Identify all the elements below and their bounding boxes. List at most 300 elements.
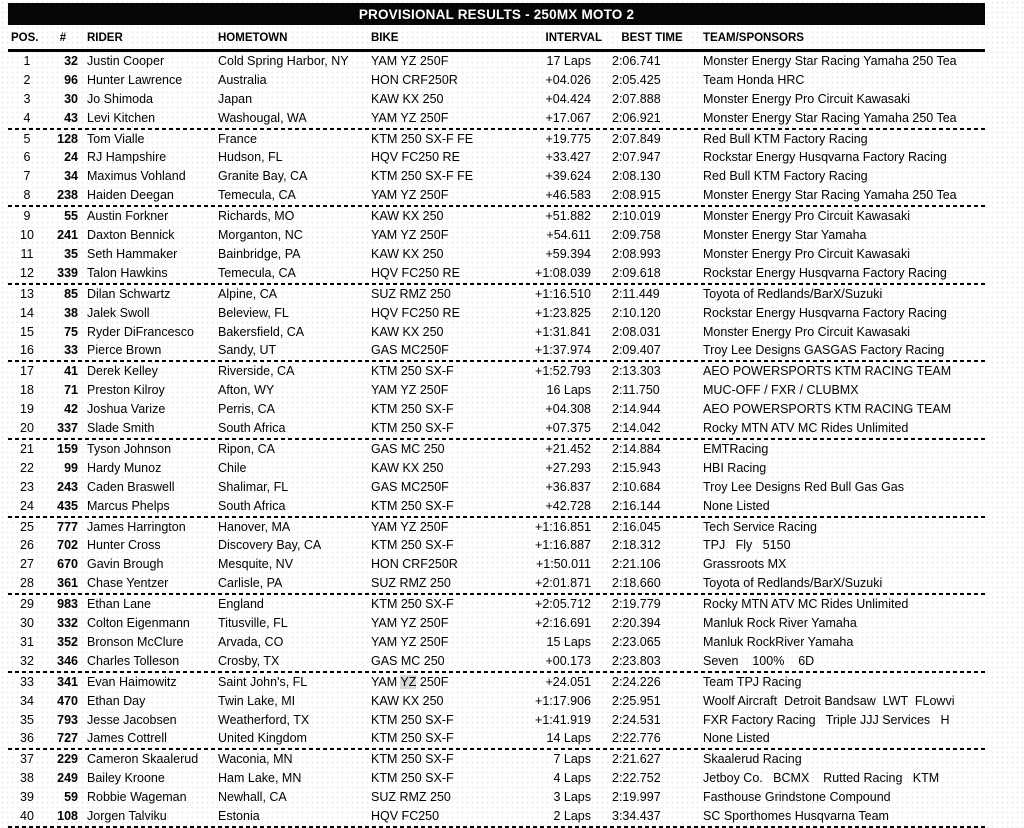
cell-best: 2:11.449 [612, 286, 660, 301]
cell-rider: Cameron Skaalerud [87, 752, 199, 767]
cell-rider: Maximus Vohland [87, 169, 186, 184]
cell-hometown: Newhall, CA [218, 790, 287, 805]
cell-num: 43 [64, 110, 78, 125]
cell-rider: Justin Cooper [87, 54, 165, 68]
table-row [8, 207, 985, 226]
cell-num: 983 [57, 597, 78, 612]
cell-best: 2:25.951 [612, 693, 661, 708]
cell-hometown: Mesquite, NV [218, 557, 294, 572]
cell-interval: +17.067 [545, 110, 591, 125]
cell-bike: KTM 250 SX-F [371, 364, 454, 379]
cell-team: Rocky MTN ATV MC Rides Unlimited [703, 597, 909, 612]
cell-hometown: Ham Lake, MN [218, 771, 302, 786]
cell-team: Rockstar Energy Husqvarna Factory Racing [703, 150, 947, 165]
cell-bike: HQV FC250 [371, 809, 440, 824]
cell-rider: Colton Eigenmann [87, 616, 190, 631]
cell-team: Jetboy Co. BCMX Rutted Racing KTM [703, 771, 940, 786]
cell-bike: HON CRF250R [371, 72, 458, 87]
cell-hometown: Hanover, MA [218, 519, 291, 534]
cell-num: 361 [57, 576, 78, 591]
cell-hometown: Saint John's, FL [218, 674, 308, 689]
table-row [8, 729, 985, 748]
cell-hometown: Waconia, MN [218, 752, 293, 767]
cell-hometown: Beleview, FL [218, 305, 289, 320]
results-table-body [8, 52, 985, 828]
cell-pos: 16 [20, 343, 34, 358]
page-title: PROVISIONAL RESULTS - 250MX MOTO 2 [358, 6, 635, 22]
cell-team: Team TPJ Racing [703, 674, 802, 689]
cell-best: 2:18.660 [612, 576, 661, 591]
cell-interval: +04.308 [545, 402, 591, 417]
cell-rider: Gavin Brough [87, 557, 164, 572]
cell-best: 3:34.437 [612, 809, 661, 824]
cell-interval: +04.424 [545, 91, 591, 106]
cell-best: 2:10.120 [612, 305, 661, 320]
cell-team: Monster Energy Pro Circuit Kawasaki [703, 324, 911, 339]
cell-best: 2:16.045 [612, 519, 661, 534]
cell-rider: Robbie Wageman [87, 790, 187, 805]
table-row [8, 304, 985, 323]
cell-best: 2:08.130 [612, 169, 661, 184]
table-row [8, 595, 985, 614]
cell-rider: Joshua Varize [87, 402, 166, 417]
cell-num: 346 [57, 653, 78, 668]
cell-pos: 3 [23, 91, 31, 106]
row-group [8, 285, 985, 363]
table-row [8, 71, 985, 90]
column-header-bike: BIKE [371, 32, 399, 44]
cell-hometown: United Kingdom [218, 731, 307, 746]
cell-best: 2:15.943 [612, 460, 661, 475]
column-header-pos: POS. [11, 32, 39, 44]
cell-team: MUC-OFF / FXR / CLUBMX [703, 383, 859, 398]
table-row [8, 400, 985, 419]
cell-bike: KTM 250 SX-F FE [371, 169, 474, 184]
table-row [8, 90, 985, 109]
cell-hometown: Alpine, CA [218, 286, 278, 301]
cell-interval: +59.394 [545, 246, 591, 261]
cell-bike: KAW KX 250 [371, 693, 444, 708]
cell-hometown: Cold Spring Harbor, NY [218, 54, 349, 68]
cell-team: Toyota of Redlands/BarX/Suzuki [703, 576, 883, 591]
cell-pos: 27 [20, 557, 34, 572]
row-group [8, 673, 985, 751]
cell-pos: 36 [20, 731, 34, 746]
cell-bike: SUZ RMZ 250 [371, 790, 451, 805]
cell-best: 2:07.888 [612, 91, 661, 106]
cell-rider: James Cottrell [87, 731, 167, 746]
cell-rider: Levi Kitchen [87, 110, 156, 125]
table-row [8, 440, 985, 459]
cell-bike: KTM 250 SX-F [371, 421, 454, 436]
cell-interval: +2:05.712 [535, 597, 591, 612]
cell-num: 34 [64, 169, 78, 184]
cell-bike: KAW KX 250 [371, 460, 444, 475]
cell-team: Manluk RockRiver Yamaha [703, 634, 854, 649]
cell-num: 229 [57, 752, 78, 767]
cell-bike: YAM YZ 250F [371, 188, 449, 203]
cell-pos: 8 [23, 188, 31, 203]
table-row [8, 52, 985, 71]
cell-pos: 28 [20, 576, 34, 591]
cell-team: Skaalerud Racing [703, 752, 802, 767]
cell-interval: +51.882 [545, 209, 591, 224]
cell-num: 108 [57, 809, 78, 824]
cell-hometown: Granite Bay, CA [218, 169, 308, 184]
cell-hometown: Ripon, CA [218, 441, 275, 456]
cell-team: Woolf Aircraft Detroit Bandsaw LWT FLowvi [703, 693, 955, 708]
cell-interval: +07.375 [545, 421, 591, 436]
cell-bike: SUZ RMZ 250 [371, 286, 451, 301]
cell-hometown: Hudson, FL [218, 150, 283, 165]
cell-bike: KAW KX 250 [371, 324, 444, 339]
cell-bike: YAM YZ 250F [371, 634, 449, 649]
cell-bike: KTM 250 SX-F [371, 731, 454, 746]
cell-team: HBI Racing [703, 460, 767, 475]
cell-bike: KTM 250 SX-F FE [371, 131, 474, 146]
cell-best: 2:09.618 [612, 265, 661, 280]
cell-num: 702 [57, 538, 78, 553]
cell-num: 352 [57, 634, 78, 649]
cell-pos: 21 [20, 441, 34, 456]
cell-num: 241 [57, 228, 78, 243]
cell-bike: KAW KX 250 [371, 209, 444, 224]
cell-team: Monster Energy Star Yamaha [703, 228, 867, 243]
cell-num: 341 [57, 674, 78, 689]
cell-team: Fasthouse Grindstone Compound [703, 790, 891, 805]
cell-pos: 4 [23, 110, 31, 125]
cell-num: 435 [57, 498, 78, 513]
cell-bike: YAM YZ 250F [371, 54, 449, 68]
cell-num: 777 [57, 519, 78, 534]
cell-interval: +24.051 [545, 674, 591, 689]
cell-hometown: Chile [218, 460, 247, 475]
row-group [8, 595, 985, 673]
cell-num: 243 [57, 479, 78, 494]
cell-hometown: Temecula, CA [218, 188, 296, 203]
cell-bike: KAW KX 250 [371, 91, 444, 106]
row-group [8, 518, 985, 596]
cell-bike: YAM YZ 250F [371, 110, 449, 125]
cell-pos: 37 [20, 752, 34, 767]
cell-team: SC Sporthomes Husqvarna Team [703, 809, 889, 824]
cell-best: 2:07.849 [612, 131, 661, 146]
cell-team: FXR Factory Racing Triple JJJ Services H [703, 712, 950, 727]
cell-team: Monster Energy Star Racing Yamaha 250 Tea [703, 54, 957, 68]
cell-interval: +2:01.871 [535, 576, 591, 591]
cell-pos: 15 [20, 324, 34, 339]
table-row [8, 167, 985, 186]
cell-best: 2:08.993 [612, 246, 661, 261]
table-row [8, 497, 985, 516]
cell-rider: Caden Braswell [87, 479, 175, 494]
cell-best: 2:08.915 [612, 188, 661, 203]
cell-num: 332 [57, 616, 78, 631]
table-row [8, 186, 985, 205]
cell-num: 35 [64, 246, 78, 261]
cell-team: AEO POWERSPORTS KTM RACING TEAM [703, 364, 952, 379]
cell-interval: +1:31.841 [535, 324, 591, 339]
cell-hometown: South Africa [218, 421, 286, 436]
table-row [8, 323, 985, 342]
cell-bike: KTM 250 SX-F [371, 712, 454, 727]
cell-rider: Preston Kilroy [87, 383, 165, 398]
cell-rider: Derek Kelley [87, 364, 158, 379]
cell-team: None Listed [703, 731, 770, 746]
cell-pos: 22 [20, 460, 34, 475]
table-row [8, 750, 985, 769]
cell-pos: 29 [20, 597, 34, 612]
cell-team: AEO POWERSPORTS KTM RACING TEAM [703, 402, 952, 417]
cell-best: 2:14.884 [612, 441, 661, 456]
cell-hometown: Sandy, UT [218, 343, 277, 358]
cell-hometown: Richards, MO [218, 209, 295, 224]
cell-rider: Hunter Lawrence [87, 72, 183, 87]
cell-num: 337 [57, 421, 78, 436]
table-row [8, 109, 985, 128]
cell-interval: +27.293 [545, 460, 591, 475]
cell-best: 2:09.407 [612, 343, 661, 358]
table-row [8, 226, 985, 245]
cell-num: 99 [64, 460, 78, 475]
cell-rider: Dilan Schwartz [87, 286, 171, 301]
cell-bike: GAS MC 250 [371, 653, 445, 668]
cell-rider: Ethan Day [87, 693, 146, 708]
cell-num: 71 [64, 383, 78, 398]
cell-hometown: South Africa [218, 498, 286, 513]
cell-num: 339 [57, 265, 78, 280]
cell-rider: Jesse Jacobsen [87, 712, 177, 727]
cell-num: 42 [64, 402, 78, 417]
row-group [8, 130, 985, 208]
column-header-hometown: HOMETOWN [218, 32, 288, 44]
table-row [8, 381, 985, 400]
cell-bike: YAM YZ 250F [371, 228, 449, 243]
cell-rider: RJ Hampshire [87, 150, 167, 165]
cell-rider: Pierce Brown [87, 343, 162, 358]
cell-bike: YAM YZ 250F [371, 674, 449, 689]
cell-pos: 2 [23, 72, 31, 87]
cell-best: 2:19.779 [612, 597, 661, 612]
column-header-interval: INTERVAL [545, 32, 602, 44]
cell-rider: Austin Forkner [87, 209, 169, 224]
cell-best: 2:22.776 [612, 731, 661, 746]
cell-interval: 3 Laps [553, 790, 591, 805]
cell-num: 33 [64, 343, 78, 358]
cell-hometown: Bainbridge, PA [218, 246, 301, 261]
table-row [8, 574, 985, 593]
cell-pos: 33 [20, 674, 34, 689]
cell-bike: KTM 250 SX-F [371, 752, 454, 767]
cell-team: Red Bull KTM Factory Racing [703, 169, 868, 184]
table-row [8, 788, 985, 807]
cell-interval: 7 Laps [553, 752, 591, 767]
cell-team: Rocky MTN ATV MC Rides Unlimited [703, 421, 909, 436]
cell-best: 2:07.947 [612, 150, 661, 165]
cell-hometown: England [218, 597, 264, 612]
row-group [8, 207, 985, 285]
cell-bike: KTM 250 SX-F [371, 402, 454, 417]
cell-interval: 17 Laps [546, 54, 591, 68]
cell-hometown: Estonia [218, 809, 260, 824]
table-row [8, 419, 985, 438]
cell-num: 75 [64, 324, 78, 339]
cell-hometown: France [218, 131, 257, 146]
table-row [8, 459, 985, 478]
cell-rider: Tyson Johnson [87, 441, 172, 456]
cell-num: 249 [57, 771, 78, 786]
table-row [8, 130, 985, 149]
cell-pos: 34 [20, 693, 34, 708]
cell-rider: Slade Smith [87, 421, 155, 436]
cell-best: 2:20.394 [612, 616, 661, 631]
cell-bike: KTM 250 SX-F [371, 597, 454, 612]
cell-bike: KAW KX 250 [371, 246, 444, 261]
cell-num: 85 [64, 286, 78, 301]
cell-pos: 31 [20, 634, 34, 649]
cell-num: 238 [57, 188, 78, 203]
cell-hometown: Weatherford, TX [218, 712, 310, 727]
cell-best: 2:21.106 [612, 557, 661, 572]
cell-rider: Charles Tolleson [87, 653, 180, 668]
cell-best: 2:18.312 [612, 538, 661, 553]
cell-interval: +33.427 [545, 150, 591, 165]
cell-bike: YAM YZ 250F [371, 519, 449, 534]
cell-hometown: Afton, WY [218, 383, 275, 398]
cell-pos: 26 [20, 538, 34, 553]
cell-hometown: Discovery Bay, CA [218, 538, 322, 553]
cell-pos: 25 [20, 519, 34, 534]
cell-bike: KTM 250 SX-F [371, 538, 454, 553]
cell-team: Troy Lee Designs GASGAS Factory Racing [703, 343, 945, 358]
cell-pos: 38 [20, 771, 34, 786]
cell-hometown: Twin Lake, MI [218, 693, 296, 708]
cell-num: 30 [64, 91, 78, 106]
cell-num: 470 [57, 693, 78, 708]
table-row [8, 614, 985, 633]
cell-bike: YAM YZ 250F [371, 383, 449, 398]
cell-rider: Hunter Cross [87, 538, 161, 553]
table-row [8, 652, 985, 671]
table-row [8, 518, 985, 537]
table-row [8, 264, 985, 283]
cell-best: 2:23.803 [612, 653, 661, 668]
row-group [8, 362, 985, 440]
cell-team: Troy Lee Designs Red Bull Gas Gas [703, 479, 905, 494]
cell-pos: 6 [23, 150, 31, 165]
cell-num: 670 [57, 557, 78, 572]
cell-pos: 30 [20, 616, 34, 631]
cell-pos: 35 [20, 712, 34, 727]
column-header-rider: RIDER [87, 32, 123, 44]
cell-bike: GAS MC250F [371, 343, 449, 358]
cell-hometown: Titusville, FL [218, 616, 288, 631]
cell-rider: Haiden Deegan [87, 188, 174, 203]
table-row [8, 285, 985, 304]
table-row [8, 148, 985, 167]
cell-best: 2:16.144 [612, 498, 661, 513]
cell-bike: HQV FC250 RE [371, 265, 460, 280]
cell-team: EMTRacing [703, 441, 769, 456]
table-row [8, 478, 985, 497]
cell-interval: +39.624 [545, 169, 591, 184]
cell-num: 59 [64, 790, 78, 805]
table-row [8, 711, 985, 730]
cell-hometown: Temecula, CA [218, 265, 296, 280]
cell-num: 727 [57, 731, 78, 746]
cell-pos: 10 [20, 228, 34, 243]
cell-team: Monster Energy Star Racing Yamaha 250 Tea [703, 110, 957, 125]
cell-pos: 32 [20, 653, 34, 668]
cell-pos: 23 [20, 479, 34, 494]
cell-team: Monster Energy Pro Circuit Kawasaki [703, 246, 911, 261]
cell-hometown: Perris, CA [218, 402, 275, 417]
cell-interval: 15 Laps [546, 634, 591, 649]
cell-pos: 14 [20, 305, 34, 320]
cell-best: 2:06.741 [612, 54, 661, 68]
cell-rider: Bronson McClure [87, 634, 184, 649]
cell-interval: +1:16.887 [535, 538, 591, 553]
cell-pos: 9 [23, 209, 31, 224]
cell-interval: +1:16.510 [535, 286, 591, 301]
cell-bike: GAS MC 250 [371, 441, 445, 456]
cell-rider: Chase Yentzer [87, 576, 169, 591]
cell-hometown: Carlisle, PA [218, 576, 283, 591]
cell-interval: +54.611 [546, 228, 591, 243]
cell-best: 2:09.758 [612, 228, 661, 243]
row-group [8, 750, 985, 828]
cell-team: Red Bull KTM Factory Racing [703, 131, 868, 146]
cell-rider: Hardy Munoz [87, 460, 162, 475]
cell-team: Grassroots MX [703, 557, 787, 572]
table-row [8, 807, 985, 826]
cell-team: Tech Service Racing [703, 519, 817, 534]
cell-interval: +1:50.011 [535, 557, 591, 572]
cell-interval: +1:17.906 [535, 693, 591, 708]
cell-team: Rockstar Energy Husqvarna Factory Racing [703, 265, 947, 280]
cell-pos: 40 [20, 809, 34, 824]
cell-interval: +1:37.974 [535, 343, 591, 358]
cell-interval: +00.173 [545, 653, 591, 668]
cell-interval: +1:52.793 [535, 364, 591, 379]
cell-team: Toyota of Redlands/BarX/Suzuki [703, 286, 883, 301]
cell-rider: Daxton Bennick [87, 228, 175, 243]
cell-team: Monster Energy Pro Circuit Kawasaki [703, 91, 911, 106]
cell-hometown: Crosby, TX [218, 653, 280, 668]
cell-num: 55 [64, 209, 78, 224]
cell-bike: SUZ RMZ 250 [371, 576, 451, 591]
cell-num: 38 [64, 305, 78, 320]
column-header-team-sponsors: TEAM/SPONSORS [703, 32, 804, 44]
cell-best: 2:10.019 [612, 209, 661, 224]
cell-num: 159 [57, 441, 78, 456]
cell-best: 2:06.921 [612, 110, 661, 125]
cell-rider: Seth Hammaker [87, 246, 178, 261]
table-row [8, 341, 985, 360]
table-row [8, 633, 985, 652]
cell-team: Seven 100% 6D [703, 653, 815, 668]
row-group [8, 440, 985, 518]
cell-team: Rockstar Energy Husqvarna Factory Racing [703, 305, 947, 320]
cell-pos: 24 [20, 498, 34, 513]
cell-best: 2:11.750 [612, 383, 660, 398]
cell-bike: KTM 250 SX-F [371, 498, 454, 513]
cell-interval: 14 Laps [546, 731, 591, 746]
cell-num: 128 [57, 131, 78, 146]
cell-bike: HQV FC250 RE [371, 305, 460, 320]
cell-interval: +21.452 [545, 441, 591, 456]
cell-best: 2:24.226 [612, 674, 661, 689]
